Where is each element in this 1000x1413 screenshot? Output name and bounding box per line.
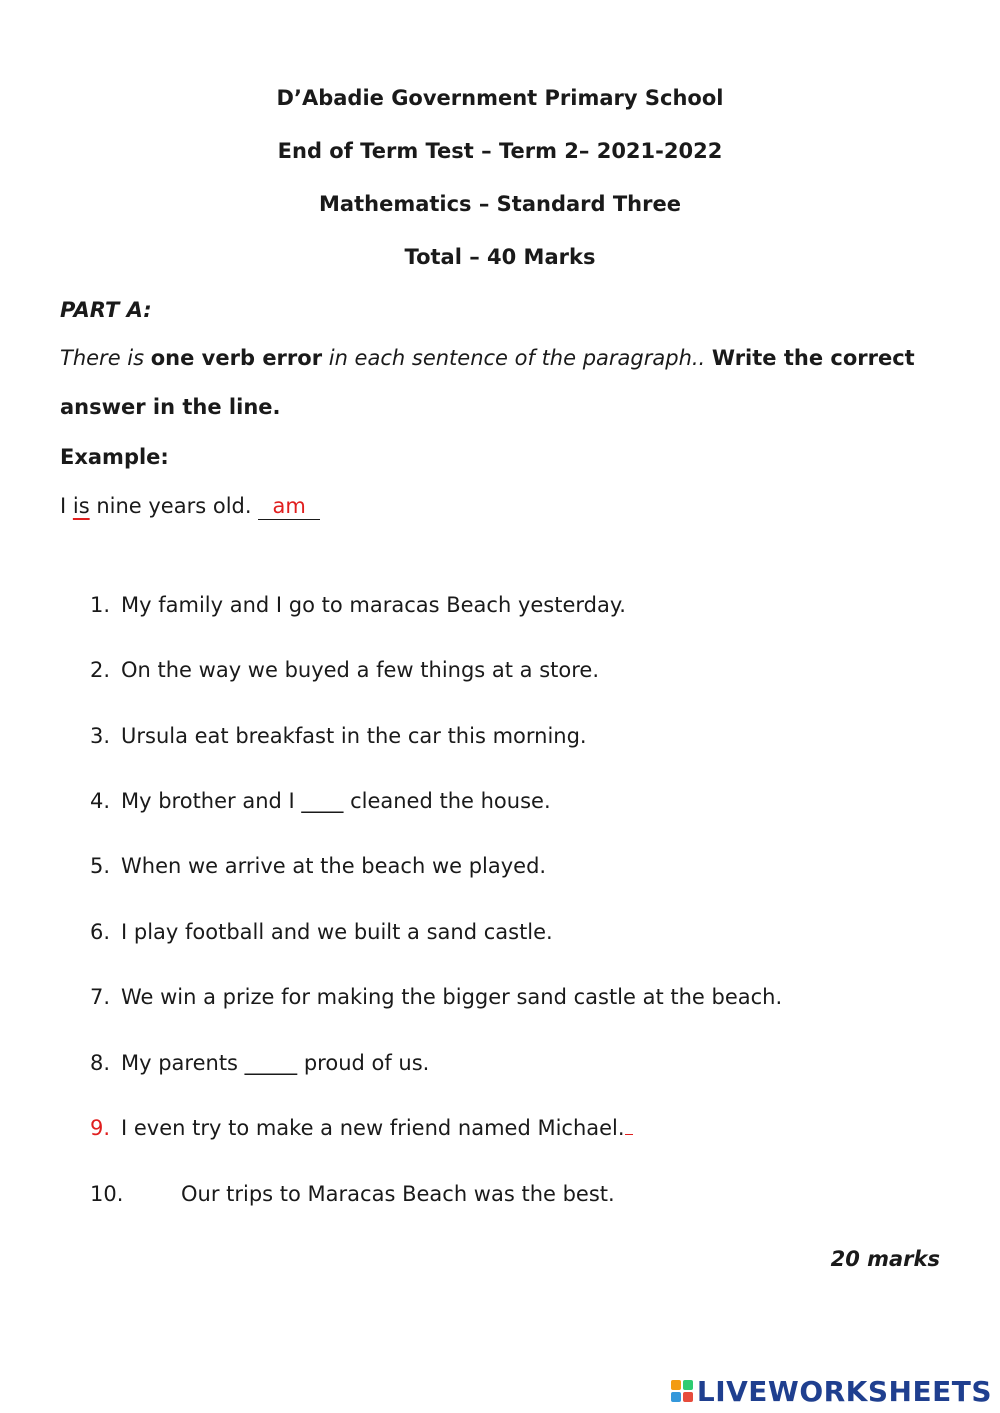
item-number: 4. [90, 789, 111, 813]
list-item [90, 982, 782, 1012]
item-text: Our trips to Maracas Beach was the best. [181, 1182, 615, 1206]
subject-title: Mathematics – Standard Three [319, 192, 681, 216]
liveworksheets-logo [671, 1373, 992, 1409]
example-error-word: is [72, 494, 90, 518]
instructions-line-1 [60, 343, 915, 373]
list-item [90, 590, 626, 620]
list-item [90, 1048, 429, 1078]
example-answer-blank: am [258, 493, 320, 520]
list-item [90, 1113, 633, 1143]
logo-icon [671, 1380, 693, 1402]
logo-text: LIVEWORKSHEETS [696, 1374, 992, 1408]
example-text: nine years old. [89, 494, 259, 518]
item-number: 2. [90, 658, 111, 682]
item-text: My family and I go to maracas Beach yesterday. [121, 593, 626, 617]
example-text: I [60, 494, 73, 518]
item-number: 3. [90, 724, 111, 748]
list-item [90, 655, 599, 685]
item-text: We win a prize for making the bigger sand castle at the beach. [121, 985, 783, 1009]
section-marks: 20 marks [830, 1247, 940, 1271]
instructions-line-2: answer in the line. [60, 395, 281, 419]
instruction-text: There is [60, 346, 151, 370]
item-number: 7. [90, 985, 111, 1009]
list-item [90, 786, 551, 816]
example-sentence [60, 491, 320, 521]
instruction-text: in each sentence of the paragraph.. [322, 346, 712, 370]
instruction-emphasis: one verb error [150, 346, 323, 370]
item-number: 10. [90, 1182, 124, 1206]
item-number: 6. [90, 920, 111, 944]
example-label: Example: [60, 445, 169, 469]
total-marks: Total – 40 Marks [404, 245, 596, 269]
item-text: On the way we buyed a few things at a store. [121, 658, 600, 682]
part-a-heading: PART A: [60, 298, 152, 322]
answer-blank-marker [625, 1114, 633, 1135]
item-text: I even try to make a new friend named Michael. [121, 1116, 625, 1140]
list-item [90, 1179, 615, 1209]
item-text: My brother and I ____ cleaned the house. [121, 789, 551, 813]
item-number: 5. [90, 854, 111, 878]
list-item [90, 721, 587, 751]
list-item [90, 917, 553, 947]
list-item [90, 851, 546, 881]
instruction-emphasis: Write the correct [711, 346, 915, 370]
school-name: D’Abadie Government Primary School [276, 86, 724, 110]
item-number: 8. [90, 1051, 111, 1075]
item-text: I play football and we built a sand castle. [121, 920, 553, 944]
item-number: 9. [90, 1116, 111, 1140]
item-number: 1. [90, 593, 111, 617]
item-text: My parents _____ proud of us. [121, 1051, 430, 1075]
item-text: Ursula eat breakfast in the car this morning. [121, 724, 587, 748]
item-text: When we arrive at the beach we played. [121, 854, 547, 878]
test-title: End of Term Test – Term 2– 2021-2022 [277, 139, 723, 163]
